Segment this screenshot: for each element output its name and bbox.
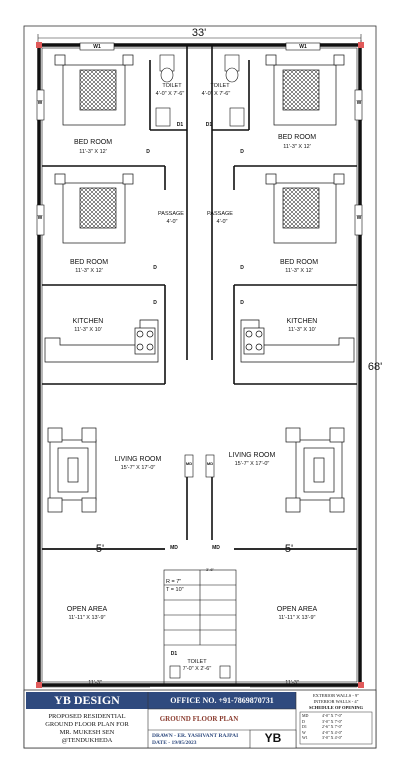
bedroom-4-label: BED ROOM bbox=[279, 259, 319, 266]
passage-left-label: PASSAGE bbox=[158, 211, 184, 217]
office-phone: OFFICE NO. +91-7869870731 bbox=[170, 696, 274, 705]
passage-right-size: 4'-0" bbox=[216, 219, 228, 225]
living-left-label: LIVING ROOM bbox=[114, 456, 162, 463]
description-line-1: PROPOSED RESIDENTIAL bbox=[48, 713, 126, 720]
window-label-right-2: W bbox=[356, 215, 362, 221]
schedule-size: 2'-6" X 7'-0" bbox=[322, 724, 343, 730]
toilet-right-size: 4'-0" X 7'-6" bbox=[201, 91, 231, 97]
door-d1-right: D1 bbox=[205, 122, 213, 128]
description-line-4: @TENDUKHEDA bbox=[61, 737, 113, 744]
stair-tread-label: T = 10" bbox=[166, 587, 184, 593]
door-d-2: D bbox=[240, 149, 244, 155]
door-d-5: D bbox=[153, 300, 157, 306]
living-right-label: LIVING ROOM bbox=[228, 452, 276, 459]
bedroom-1-size: 11'-3" X 12' bbox=[79, 149, 107, 155]
stair-width-label: 3'-6" bbox=[206, 567, 214, 572]
living-room-doors bbox=[185, 455, 214, 477]
open-area-left-size: 11'-11" X 13'-9" bbox=[68, 615, 106, 621]
drawn-by: DRAWN - ER. YASHVANT RAJPAI bbox=[152, 733, 239, 739]
description-line-2: GROUND FLOOR PLAN FOR bbox=[45, 721, 129, 728]
width-label: 33' bbox=[191, 27, 207, 39]
front-left-dim-label: 5' bbox=[95, 543, 105, 555]
kitchen-right-size: 11'-3" X 10' bbox=[288, 327, 316, 333]
door-md-center-right: MD bbox=[206, 461, 214, 466]
interior-walls-note: INTERIOR WALLS - 4" bbox=[313, 699, 359, 704]
toilet-left-label: TOILET bbox=[162, 83, 182, 89]
schedule-row bbox=[302, 735, 370, 741]
door-d-1: D bbox=[146, 149, 150, 155]
schedule-size: 4'-0" X 7'-0" bbox=[322, 713, 343, 718]
door-d-3: D bbox=[153, 265, 157, 271]
schedule-size: 4'-0" X 4'-0" bbox=[322, 729, 343, 735]
passage-left-size: 4'-0" bbox=[166, 219, 178, 225]
open-area-right-size: 11'-11" X 13'-9" bbox=[278, 615, 316, 621]
schedule-size: 3'-0" X 7'-0" bbox=[322, 718, 343, 724]
schedule-code: W bbox=[302, 729, 306, 735]
open-area-left-label: OPEN AREA bbox=[66, 606, 108, 613]
window-label-right-1: W bbox=[356, 100, 362, 106]
drawing-date: DATE - 19/05/2023 bbox=[152, 740, 197, 746]
opening-schedule-table bbox=[302, 713, 370, 741]
living-right-size: 15'-7" X 17'-0" bbox=[234, 461, 270, 467]
yb-logo: YB bbox=[264, 731, 282, 745]
toilet-right-label: TOILET bbox=[210, 83, 230, 89]
door-d-4: D bbox=[240, 265, 244, 271]
passage-right-label: PASSAGE bbox=[207, 211, 233, 217]
window-label-top-right: W1 bbox=[299, 44, 307, 50]
bottom-right-dim-label: 11'-3" bbox=[285, 680, 299, 686]
bedroom-4-size: 11'-3" X 12' bbox=[285, 268, 313, 274]
kitchen-left-size: 11'-3" X 10' bbox=[74, 327, 102, 333]
living-left-size: 15'-7" X 17'-0" bbox=[120, 465, 156, 471]
schedule-size: 3'-0" X 4'-0" bbox=[322, 735, 343, 741]
open-area-right-label: OPEN AREA bbox=[276, 606, 318, 613]
window-label-left-1: W bbox=[37, 100, 43, 106]
bedroom-1-label: BED ROOM bbox=[73, 139, 113, 146]
window-label-left-2: W bbox=[37, 215, 43, 221]
door-md-left: MD bbox=[170, 545, 178, 551]
sheet-title: GROUND FLOOR PLAN bbox=[159, 715, 239, 723]
schedule-code: D1 bbox=[302, 724, 307, 730]
door-md-right: MD bbox=[212, 545, 220, 551]
stair-riser-label: R = 7" bbox=[166, 579, 182, 585]
bedroom-3-size: 11'-3" X 12' bbox=[75, 268, 103, 274]
depth-label: 68' bbox=[367, 361, 383, 373]
exterior-walls-note: EXTERIOR WALLS - 9" bbox=[312, 693, 360, 698]
bottom-toilet-label: TOILET bbox=[187, 659, 207, 665]
window-label-top-left: W1 bbox=[93, 44, 101, 50]
company-name: YB DESIGN bbox=[54, 693, 120, 707]
kitchen-right-label: KITCHEN bbox=[286, 318, 318, 325]
bottom-left-dim-label: 11'-3" bbox=[88, 680, 102, 686]
bedroom-2-size: 11'-3" X 12' bbox=[283, 144, 311, 150]
schedule-code: W1 bbox=[302, 735, 308, 741]
description-line-3: MR. MUKESH SEN bbox=[59, 729, 115, 736]
sofa-sets bbox=[48, 428, 344, 512]
bedroom-3-label: BED ROOM bbox=[69, 259, 109, 266]
door-d1-left: D1 bbox=[176, 122, 184, 128]
schedule-title: SCHEDULE OF OPENING bbox=[308, 705, 364, 710]
toilet-left-size: 4'-0" X 7'-6" bbox=[155, 91, 185, 97]
front-right-dim-label: 5' bbox=[284, 543, 294, 555]
door-d1-bottom: D1 bbox=[170, 651, 178, 657]
kitchen-left-label: KITCHEN bbox=[72, 318, 104, 325]
schedule-code: MD bbox=[302, 713, 309, 718]
door-d-6: D bbox=[240, 300, 244, 306]
bottom-toilet-size: 7'-0" X 2'-6" bbox=[182, 666, 212, 672]
bedroom-2-label: BED ROOM bbox=[277, 134, 317, 141]
schedule-code: D bbox=[302, 718, 305, 724]
door-md-center-left: MD bbox=[185, 461, 193, 466]
